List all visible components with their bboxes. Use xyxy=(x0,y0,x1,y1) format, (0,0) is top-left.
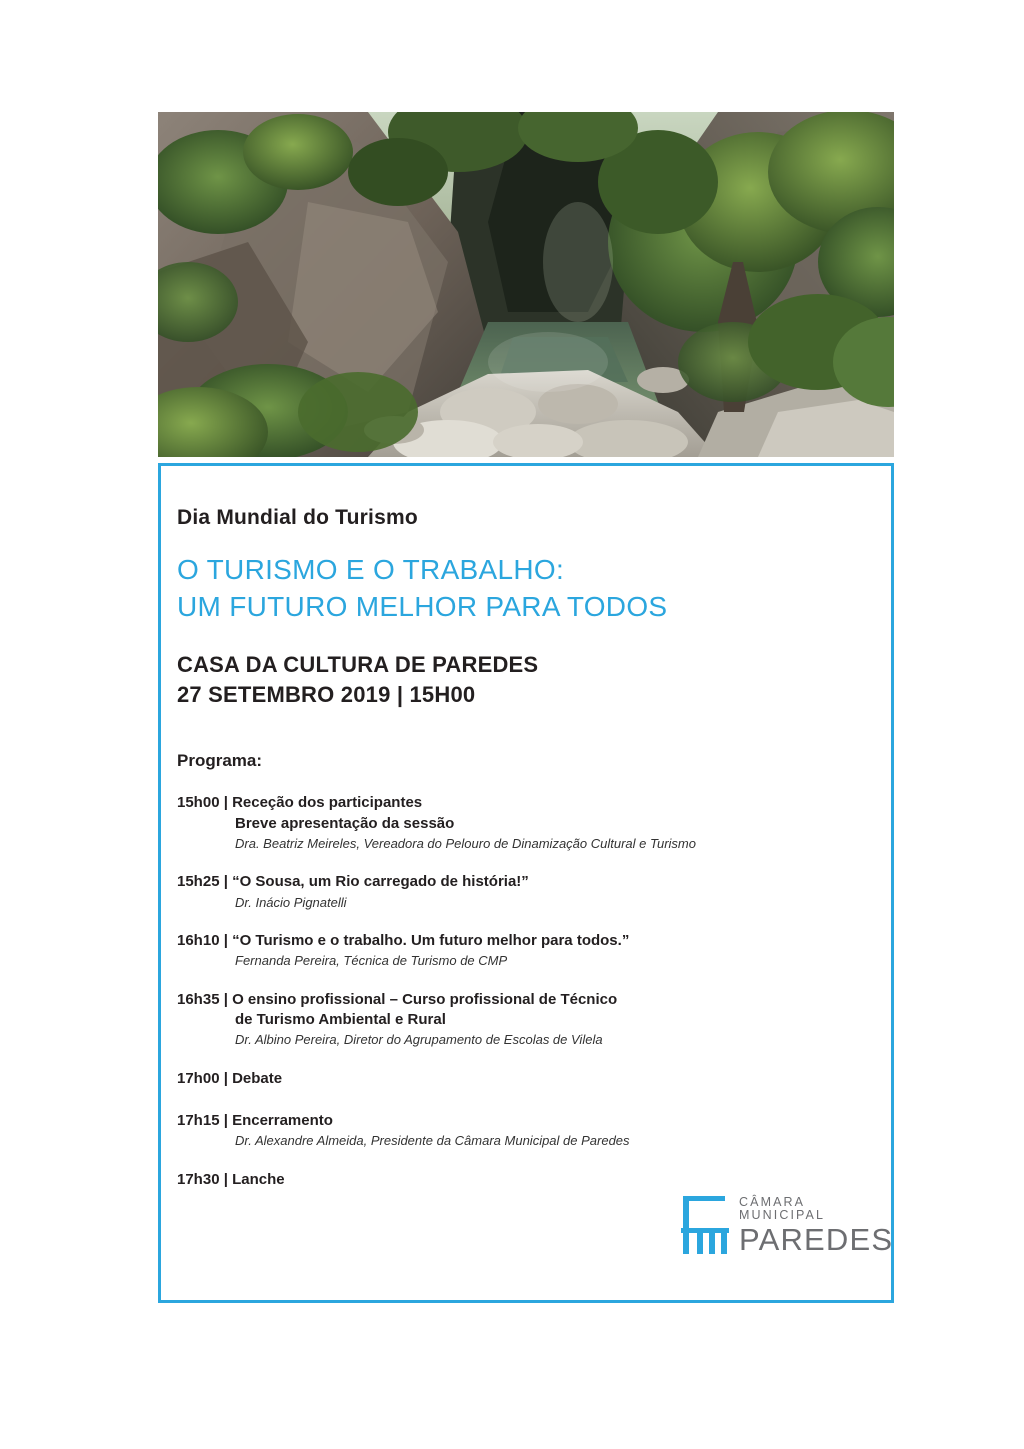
event-venue xyxy=(177,650,875,709)
logo-small-text: CÂMARA MUNICIPAL xyxy=(739,1195,826,1222)
chair-icon xyxy=(679,1194,731,1256)
schedule-item-title: 17h30 | Lanche xyxy=(177,1171,285,1189)
event-kicker: Dia Mundial do Turismo xyxy=(177,506,418,529)
schedule-item-speaker: Dr. Inácio Pignatelli xyxy=(235,894,347,910)
schedule-item-speaker: Dra. Beatriz Meireles, Vereadora do Pelouro de Dinamização Cultural e Turismo xyxy=(235,835,696,851)
schedule-item xyxy=(177,1111,875,1150)
event-title xyxy=(177,552,875,626)
schedule-item-title: 16h35 | O ensino profissional – Curso profissional de Técnico xyxy=(177,990,618,1008)
content-frame xyxy=(158,463,894,1303)
schedule-item-title: 17h00 | Debate xyxy=(177,1069,283,1087)
content-inner xyxy=(177,506,875,1210)
chair-icon-svg xyxy=(679,1194,731,1256)
schedule-item xyxy=(177,793,875,852)
programme-label: Programa: xyxy=(177,751,263,771)
schedule-item-title: 15h25 | “O Sousa, um Rio carregado de história!” xyxy=(177,873,529,891)
event-title-line-2: UM FUTURO MELHOR PARA TODOS xyxy=(177,590,668,622)
schedule-item xyxy=(177,872,875,911)
header-photo xyxy=(158,112,894,457)
schedule-item-speaker: Fernanda Pereira, Técnica de Turismo de CMP xyxy=(235,953,508,969)
schedule-item xyxy=(177,990,875,1049)
logo-wordmark xyxy=(739,1196,893,1255)
schedule-item-title: 16h10 | “O Turismo e o trabalho. Um futuro melhor para todos.” xyxy=(177,932,630,950)
schedule-item-speaker: Dr. Alexandre Almeida, Presidente da Câmara Municipal de Paredes xyxy=(235,1133,630,1149)
schedule-item-subtitle: de Turismo Ambiental e Rural xyxy=(235,1011,446,1029)
schedule-item xyxy=(177,1069,875,1089)
schedule-item-title: 15h00 | Receção dos participantes xyxy=(177,794,423,812)
venue-line: CASA DA CULTURA DE PAREDES xyxy=(177,651,539,677)
camara-municipal-paredes-logo xyxy=(679,1190,894,1260)
schedule-item-title: 17h15 | Encerramento xyxy=(177,1112,333,1130)
datetime-line: 27 SETEMBRO 2019 | 15H00 xyxy=(177,681,476,707)
schedule-item xyxy=(177,931,875,970)
event-title-line-1: O TURISMO E O TRABALHO: xyxy=(177,554,565,585)
schedule-item-speaker: Dr. Albino Pereira, Diretor do Agrupamento de Escolas de Vilela xyxy=(235,1032,603,1048)
schedule-item-subtitle: Breve apresentação da sessão xyxy=(235,814,455,832)
schedule-item xyxy=(177,1170,875,1190)
river-gorge-illustration xyxy=(158,112,894,457)
logo-big-text: PAREDES xyxy=(739,1222,894,1257)
programme-schedule xyxy=(177,793,875,1190)
